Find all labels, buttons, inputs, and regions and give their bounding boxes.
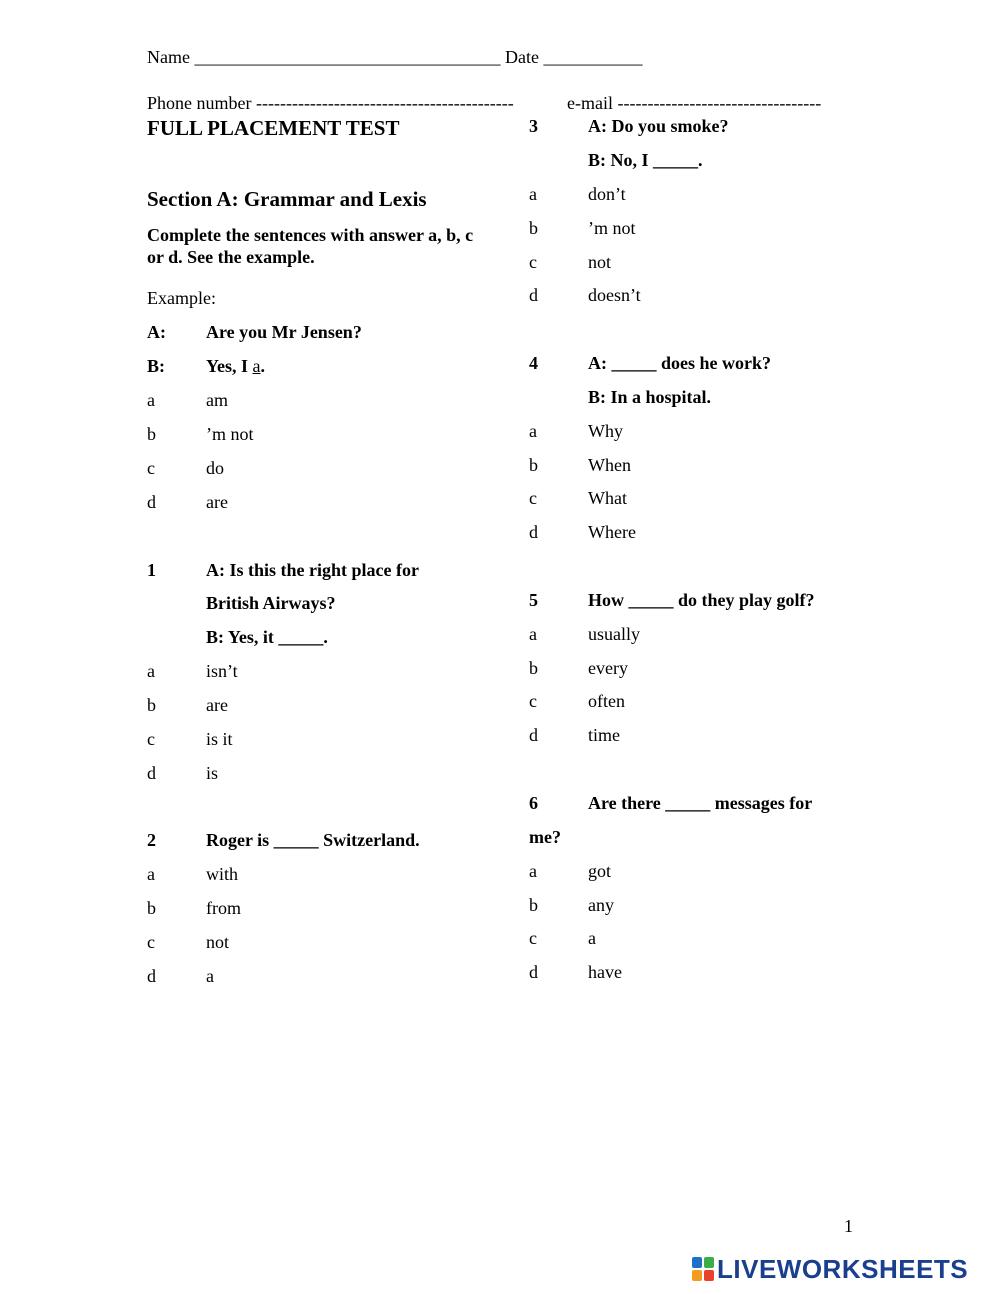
option-letter: c xyxy=(529,488,537,508)
option-text: not xyxy=(206,932,230,952)
option-letter: c xyxy=(147,458,155,478)
name-date-line: Name __________________________________ Date ___________ xyxy=(147,47,643,67)
question-number: 5 xyxy=(529,590,538,610)
liveworksheets-wordmark: LIVEWORKSHEETS xyxy=(717,1253,969,1284)
option-text: time xyxy=(588,725,620,745)
option-letter: b xyxy=(529,895,538,915)
option-text: have xyxy=(588,962,622,982)
question-6-line-1: Are there _____ messages for xyxy=(588,793,813,813)
option-text: isn’t xyxy=(206,661,238,681)
option-letter: a xyxy=(147,661,155,681)
option-letter: c xyxy=(529,928,537,948)
option-letter: a xyxy=(529,421,537,441)
example-b-text xyxy=(206,356,265,377)
question-number: 6 xyxy=(529,793,538,813)
option-text: Where xyxy=(588,522,636,542)
option-text: do xyxy=(206,458,224,478)
option-text: usually xyxy=(588,624,640,644)
option-text: What xyxy=(588,488,627,508)
option-text: any xyxy=(588,895,614,915)
question-number: 2 xyxy=(147,830,156,850)
option-letter: d xyxy=(529,725,538,745)
option-letter: c xyxy=(529,691,537,711)
example-b-suffix: . xyxy=(260,356,266,376)
option-letter: b xyxy=(529,218,538,238)
option-letter: b xyxy=(147,898,156,918)
question-1-line-3: B: Yes, it _____. xyxy=(206,627,328,647)
question-1-line-2: British Airways? xyxy=(206,593,336,613)
option-letter: d xyxy=(147,492,156,512)
option-letter: a xyxy=(529,184,537,204)
option-text: am xyxy=(206,390,228,410)
option-text: Why xyxy=(588,421,623,441)
option-letter: c xyxy=(147,932,155,952)
option-letter: c xyxy=(147,729,155,749)
option-text: ’m not xyxy=(206,424,254,444)
liveworksheets-icon xyxy=(692,1257,714,1281)
example-label: Example: xyxy=(147,288,216,308)
example-b-prefix: Yes, I xyxy=(206,356,253,376)
option-letter: d xyxy=(147,763,156,783)
page-number: 1 xyxy=(844,1216,853,1236)
option-letter: a xyxy=(529,861,537,881)
option-letter: b xyxy=(529,455,538,475)
option-letter: d xyxy=(529,285,538,305)
option-text: often xyxy=(588,691,625,711)
option-text: not xyxy=(588,252,612,272)
question-1-line-1: A: Is this the right place for xyxy=(206,560,419,580)
phone-number-line: Phone number ------------------------------------------- xyxy=(147,93,514,113)
option-letter: a xyxy=(147,390,155,410)
question-number: 4 xyxy=(529,353,538,373)
option-text: every xyxy=(588,658,628,678)
option-text: got xyxy=(588,861,612,881)
question-2-line-1: Roger is _____ Switzerland. xyxy=(206,830,420,850)
liveworksheets-logo[interactable] xyxy=(692,1253,968,1285)
question-3-line-1: A: Do you smoke? xyxy=(588,116,729,136)
question-5-line-1: How _____ do they play golf? xyxy=(588,590,815,610)
test-title: FULL PLACEMENT TEST xyxy=(147,116,400,140)
option-text: are xyxy=(206,695,228,715)
option-text: doesn’t xyxy=(588,285,641,305)
option-letter: c xyxy=(529,252,537,272)
option-letter: d xyxy=(529,962,538,982)
question-number: 1 xyxy=(147,560,156,580)
example-answer: a xyxy=(252,356,261,376)
question-4-line-1: A: _____ does he work? xyxy=(588,353,771,373)
instructions: Complete the sentences with answer a, b, c or d. See the example. xyxy=(147,225,474,267)
question-3-line-2: B: No, I _____. xyxy=(588,150,703,170)
option-text: is it xyxy=(206,729,233,749)
option-text: ’m not xyxy=(588,218,636,238)
option-text: from xyxy=(206,898,241,918)
email-line: e-mail ---------------------------------- xyxy=(567,93,822,113)
option-text: don’t xyxy=(588,184,626,204)
option-letter: a xyxy=(147,864,155,884)
option-letter: a xyxy=(529,624,537,644)
option-text: with xyxy=(206,864,239,884)
option-text: a xyxy=(206,966,214,986)
example-a-text: Are you Mr Jensen? xyxy=(206,322,362,342)
option-text: are xyxy=(206,492,228,512)
example-b-label: B: xyxy=(147,356,165,376)
section-heading: Section A: Grammar and Lexis xyxy=(147,187,427,211)
option-text: is xyxy=(206,763,219,783)
question-number: 3 xyxy=(529,116,538,136)
option-letter: b xyxy=(529,658,538,678)
example-a-label: A: xyxy=(147,322,166,342)
option-letter: b xyxy=(147,424,156,444)
option-letter: d xyxy=(147,966,156,986)
option-text: When xyxy=(588,455,631,475)
option-letter: d xyxy=(529,522,538,542)
question-4-line-2: B: In a hospital. xyxy=(588,387,712,407)
question-6-line-2: me? xyxy=(529,827,561,847)
option-text: a xyxy=(588,928,596,948)
option-letter: b xyxy=(147,695,156,715)
